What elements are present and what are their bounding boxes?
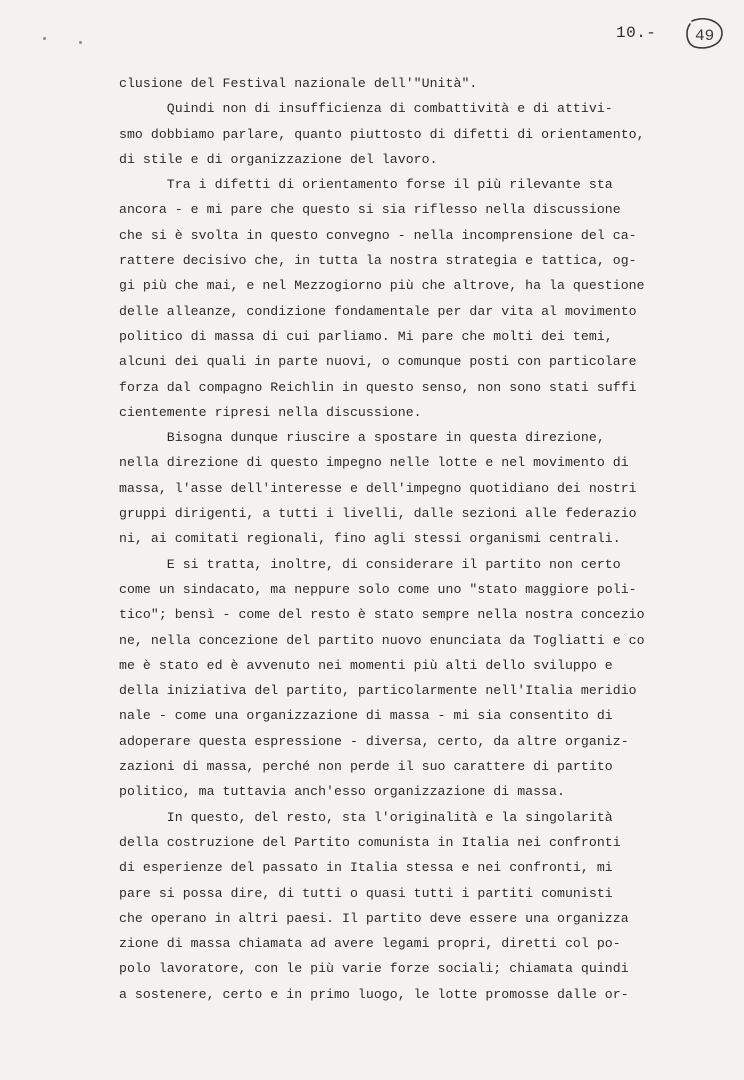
text-line: In questo, del resto, sta l'originalità e la singolarità — [119, 809, 613, 825]
body-text — [119, 71, 704, 1007]
text-line: me è stato ed è avvenuto nei momenti più alti dello sviluppo e — [119, 657, 613, 673]
text-line: E si tratta, inoltre, di considerare il partito non certo — [119, 556, 621, 572]
text-line: polo lavoratore, con le più varie forze sociali; chiamata quindi — [119, 961, 629, 977]
paper-speck — [79, 41, 82, 44]
text-line: zione di massa chiamata ad avere legami propri, diretti col po- — [119, 936, 621, 952]
page-number: 10.- — [616, 24, 657, 42]
text-line: ne, nella concezione del partito nuovo enunciata da Togliatti e co — [119, 632, 645, 648]
text-line: ni, ai comitati regionali, fino agli stessi organismi centrali. — [119, 531, 621, 547]
text-line: ancora - e mi pare che questo si sia riflesso nella discussione — [119, 202, 621, 218]
text-line: nella direzione di questo impegno nelle lotte e nel movimento di — [119, 455, 629, 471]
text-line: pare si possa dire, di tutti o quasi tutti i partiti comunisti — [119, 885, 613, 901]
text-line: delle alleanze, condizione fondamentale per dar vita al movimento — [119, 303, 637, 319]
text-line: cientemente ripresi nella discussione. — [119, 404, 422, 420]
paper-speck — [43, 37, 46, 40]
text-line: della costruzione del Partito comunista in Italia nei confronti — [119, 834, 621, 850]
text-line: che si è svolta in questo convegno - nella incomprensione del ca- — [119, 227, 637, 243]
text-line: tico"; bensì - come del resto è stato sempre nella nostra concezio — [119, 607, 645, 623]
text-line: della iniziativa del partito, particolarmente nell'Italia meridio — [119, 683, 637, 699]
text-line: adoperare questa espressione - diversa, certo, da altre organiz- — [119, 733, 629, 749]
text-line: forza dal compagno Reichlin in questo senso, non sono stati suffi — [119, 379, 637, 395]
text-line: Bisogna dunque riuscire a spostare in questa direzione, — [119, 430, 605, 446]
text-line: di esperienze del passato in Italia stessa e nei confronti, mi — [119, 860, 613, 876]
text-line: massa, l'asse dell'interesse e dell'impegno quotidiano dei nostri — [119, 480, 637, 496]
text-line: alcuni dei quali in parte nuovi, o comunque posti con particolare — [119, 354, 637, 370]
text-line: politico, ma tuttavia anch'esso organizzazione di massa. — [119, 784, 565, 800]
text-line: che operano in altri paesi. Il partito deve essere una organizza — [119, 910, 629, 926]
text-line: rattere decisivo che, in tutta la nostra strategia e tattica, og- — [119, 253, 637, 269]
text-line: di stile e di organizzazione del lavoro. — [119, 151, 438, 167]
archive-stamp — [684, 17, 726, 51]
text-line: gi più che mai, e nel Mezzogiorno più che altrove, ha la questione — [119, 278, 645, 294]
text-line: zazioni di massa, perché non perde il suo carattere di partito — [119, 759, 613, 775]
text-line: politico di massa di cui parliamo. Mi pare che molti dei temi, — [119, 328, 613, 344]
text-line: nale - come una organizzazione di massa - mi sia consentito di — [119, 708, 613, 724]
text-line: clusione del Festival nazionale dell'"Unità". — [119, 76, 478, 91]
archive-stamp-number: 49 — [695, 27, 715, 45]
text-line: Quindi non di insufficienza di combattività e di attivi- — [119, 101, 613, 117]
text-line: smo dobbiamo parlare, quanto piuttosto di difetti di orientamento, — [119, 126, 645, 142]
text-line: a sostenere, certo e in primo luogo, le lotte promosse dalle or- — [119, 986, 629, 1002]
text-line: gruppi dirigenti, a tutti i livelli, dalle sezioni alle federazio — [119, 506, 637, 522]
text-line: come un sindacato, ma neppure solo come uno "stato maggiore poli- — [119, 581, 637, 597]
text-line: Tra i difetti di orientamento forse il più rilevante sta — [119, 177, 613, 193]
